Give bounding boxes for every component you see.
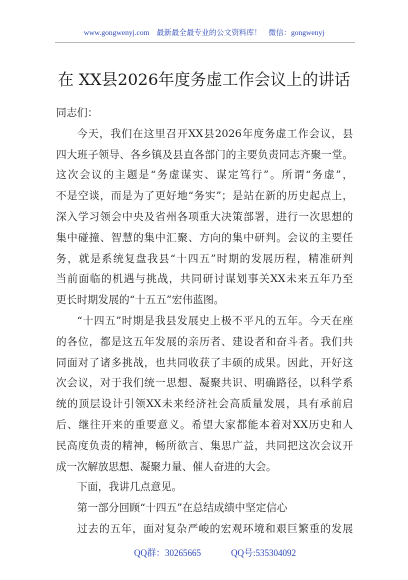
- paragraph-line: 深入学习领会中央及省州各项重大决策部署，进行一次思想的: [56, 210, 353, 223]
- paragraph-line: 不是空谈，而是为了更好地“务实”；是站在新的历史起点上，: [56, 190, 353, 203]
- salutation: 同志们：: [56, 107, 98, 119]
- document-body: [56, 103, 353, 540]
- paragraph-line: “十四五”时期是我县发展史上极不平凡的五年。今天在座: [77, 314, 353, 327]
- paragraph-line: 民高度负责的精神，畅所欲言、集思广益，共同把这次会议开: [56, 439, 353, 452]
- paragraph-line: 四大班子领导、各乡镇及县直各部门的主要负责同志齐聚一堂。: [56, 148, 353, 161]
- paragraph-line: 成一次解放思想、凝聚力量、催人奋进的大会。: [56, 460, 277, 473]
- footer-qq-group: QQ群：30265665: [134, 548, 201, 558]
- header-site-url: www.gongwenyj.com: [83, 28, 150, 37]
- document-title: 在 XX县2026年度务虚工作会议上的讲话: [57, 70, 351, 89]
- header-divider: [55, 42, 355, 43]
- paragraph-line: 过去的五年，面对复杂严峻的宏观环境和艰巨繁重的发展: [77, 522, 353, 535]
- header-slogan: 最新最全最专业的公文资料库！: [156, 28, 262, 37]
- paragraph-line: 集中碰撞、智慧的集中汇聚、方向的集中研判。会议的主要任: [56, 231, 353, 244]
- footer-qq-number: QQ号:535304092: [231, 548, 296, 558]
- paragraph-line: 同面对了诸多挑战，也共同收获了丰硕的成果。因此，开好这: [56, 356, 353, 369]
- page-header: [0, 28, 408, 38]
- paragraph-line: 务，就是系统复盘我县“十四五”时期的发展历程，精准研判: [56, 252, 353, 265]
- paragraph-line: 这次会议的主题是“务虚谋实、谋定笃行”。所谓“务虚”，: [56, 169, 353, 182]
- paragraph-line: 后、继往开来的重要意义。希望大家都能本着对XX历史和人: [56, 418, 353, 431]
- paragraph-line: 当前面临的机遇与挑战，共同研讨谋划事关XX未来五年乃至: [56, 273, 353, 286]
- paragraph-line: 下面，我讲几点意见。: [77, 481, 182, 494]
- paragraph-line: 次会议，对于我们统一思想、凝聚共识、明确路径，以科学系: [56, 377, 353, 390]
- page-footer: [0, 547, 408, 559]
- paragraph-line: 的各位，都是这五年发展的亲历者、建设者和奋斗者。我们共: [56, 335, 353, 348]
- paragraph-line: 今天，我们在这里召开XX县2026年度务虚工作会议，县: [77, 127, 353, 140]
- header-wechat: 微信：gongwenyj: [268, 28, 325, 37]
- paragraph-line: 更长时期发展的“十五五”宏伟蓝图。: [56, 294, 225, 307]
- section-heading: 第一部分回顾“十四五”在总结成绩中坚定信心: [77, 502, 288, 515]
- paragraph-line: 统的顶层设计引领XX未来经济社会高质量发展，具有承前启: [56, 398, 353, 411]
